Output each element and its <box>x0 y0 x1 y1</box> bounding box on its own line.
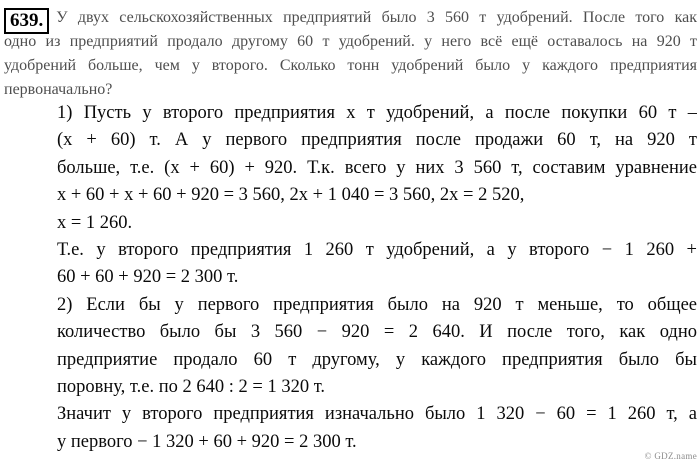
solution-line: 1) Пусть у второго предприятия x т удобрений, а после покупки 60 т – <box>57 103 697 123</box>
statement-line <box>4 6 697 30</box>
statement-line: первоначально? <box>4 81 113 98</box>
statement-text: У двух сельскохозяйственных предприятий было 3 560 т удобрений. После того как <box>56 9 697 26</box>
solution-line: поровну, т.е. по 2 640 : 2 = 1 320 т. <box>57 376 326 397</box>
problem-statement <box>4 6 697 102</box>
statement-line: удобрений больше, чем у второго. Сколько тонн удобрений было у каждого предприятия <box>4 57 697 74</box>
solution-line: x + 60 + x + 60 + 920 = 3 560, 2x + 1 040 = 3 560, 2x = 2 520, <box>57 185 525 206</box>
problem-number-box: 639. <box>4 8 49 34</box>
solution-line: 60 + 60 + 920 = 2 300 т. <box>57 267 239 288</box>
solution-line: предприятие продало 60 т другому, у каждого предприятия было бы <box>57 349 697 370</box>
solution-line: x = 1 260. <box>57 212 133 233</box>
solution-text <box>57 100 697 456</box>
solution-line: у первого − 1 320 + 60 + 920 = 2 300 т. <box>57 431 357 452</box>
solution-line: Т.е. у второго предприятия 1 260 т удобрений, а у второго − 1 260 + <box>57 239 697 260</box>
solution-line: (x + 60) т. А у первого предприятия после продажи 60 т, на 920 т <box>57 130 697 151</box>
solution-line: больше, т.е. (x + 60) + 920. Т.к. всего у них 3 560 т, составим уравнение <box>57 157 697 178</box>
watermark: © GDZ.name <box>644 451 697 461</box>
solution-line: Значит у второго предприятия изначально было 1 320 − 60 = 1 260 т, а <box>57 404 697 425</box>
solution-line: количество было бы 3 560 − 920 = 2 640. И после того, как одно <box>57 322 697 343</box>
solution-line: 2) Если бы у первого предприятия было на 920 т меньше, то общее <box>57 294 697 315</box>
statement-line: одно из предприятий продало другому 60 т удобрений. у него всё ещё оставалось на 920 т <box>4 33 697 50</box>
